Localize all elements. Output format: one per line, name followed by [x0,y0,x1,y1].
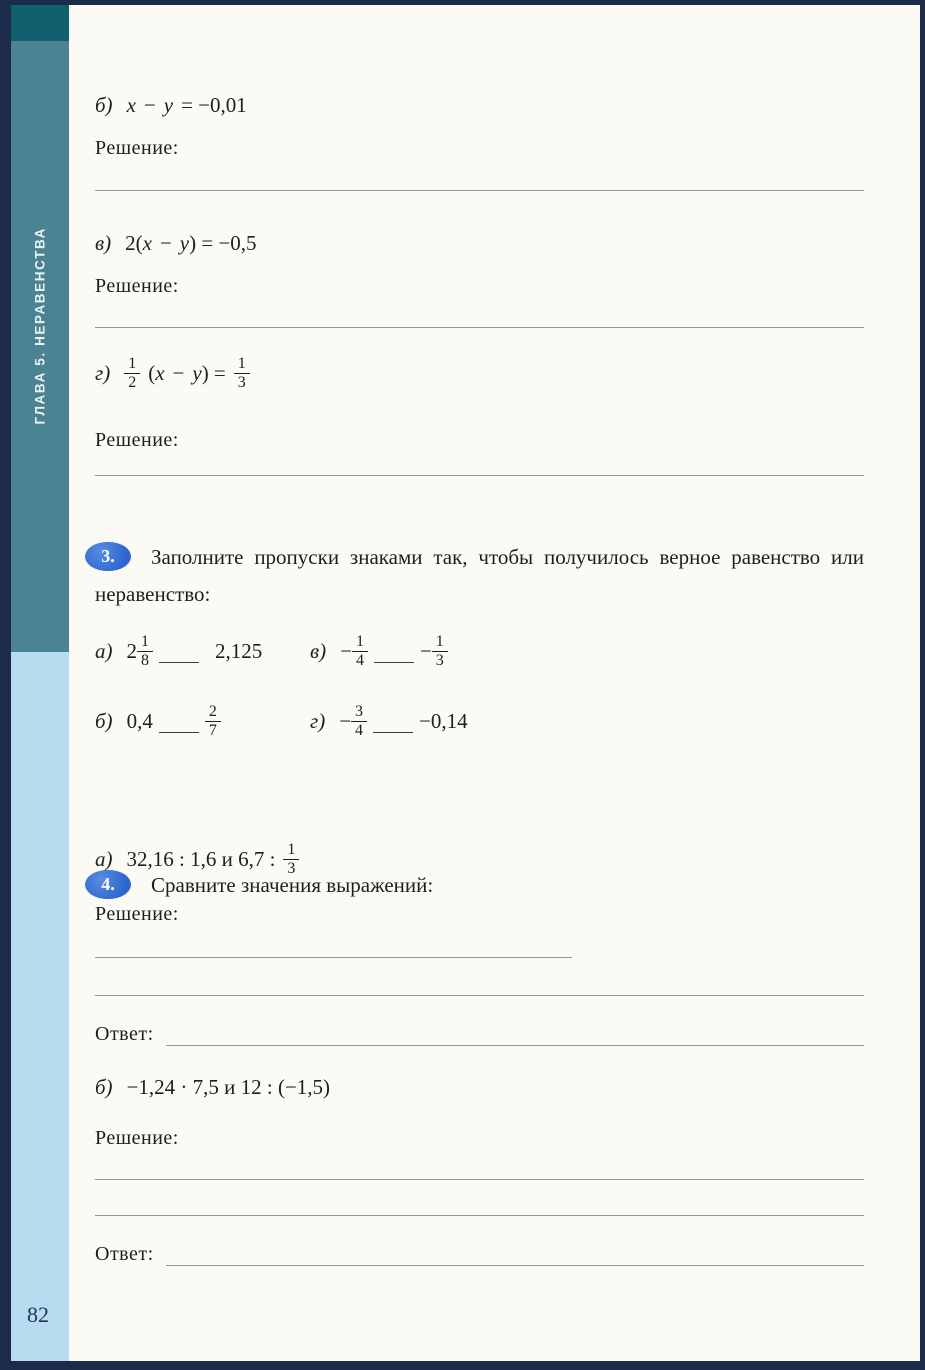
answer-line [95,995,864,996]
item-label: г) [95,361,111,386]
fraction-numerator: 1 [352,633,368,652]
fraction-denominator: 4 [355,652,364,670]
math-variable-x: x [126,93,136,117]
math-expression: 32,16 : 1,6 и 6,7 : [126,847,276,872]
item-label: б) [95,1075,113,1099]
page-number: 82 [27,1302,49,1327]
solution-label: Решение: [95,275,179,297]
fraction-numerator: 1 [124,355,140,374]
task-4-item-b [95,1075,864,1100]
exercise-item-v [95,231,864,256]
solution-label: Решение: [95,429,179,451]
math-rhs: ) = −0,5 [189,231,257,255]
math-operator: − [172,361,185,386]
item-label: в) [95,231,112,255]
minus-sign: − [339,709,352,734]
task-3 [95,539,864,613]
task-3-item-g [310,703,468,741]
fraction-numerator: 1 [234,355,250,374]
item-label: г) [310,709,326,734]
answer-line [95,190,864,191]
math-variable-x: x [142,231,152,255]
sidebar-lightblue-band [11,652,69,1361]
fraction [124,355,140,393]
solution-label: Решение: [95,903,179,925]
fraction [205,703,221,741]
math-equals: ) = [201,361,226,386]
answer-blank [159,656,199,663]
item-label: а) [95,639,113,664]
answer-blank [373,726,413,733]
fraction [352,633,368,671]
fraction-numerator: 1 [283,841,299,860]
answer-blank [159,726,199,733]
task-4-item-a [95,841,864,879]
answer-line [95,327,864,328]
answer-line [95,957,572,958]
math-expression: −1,24 · 7,5 и 12 : (−1,5) [126,1075,331,1099]
fraction-numerator: 3 [351,703,367,722]
math-operator: − [143,93,156,117]
math-variable-x: x [155,361,165,386]
answer-line [166,1262,864,1266]
answer-label: Ответ: [95,1023,154,1045]
exercise-item-b [95,93,864,118]
math-variable-y: y [179,231,190,255]
item-label: б) [95,709,113,734]
task-number-badge: 3. [85,542,131,571]
math-operator: − [159,231,172,255]
task-3-item-v [310,633,448,671]
task-3-item-a [95,633,310,671]
task-3-row-2 [95,703,864,741]
chapter-sidebar [11,5,69,1361]
fraction-denominator: 2 [128,374,137,392]
fraction-denominator: 7 [208,722,217,740]
fraction [351,703,367,741]
workbook-page [11,5,920,1361]
answer-line [95,475,864,476]
math-variable-y: y [192,361,202,386]
solution-label: Решение: [95,137,179,159]
fraction-numerator: 2 [205,703,221,722]
answer-line [95,1215,864,1216]
task-3-row-1 [95,633,864,671]
answer-label: Ответ: [95,1243,154,1265]
answer-blank [374,656,414,663]
item-label: а) [95,847,113,872]
comparison-value: 2,125 [215,639,263,664]
fraction [137,633,153,671]
page-content [95,93,864,1323]
comparison-value: −0,14 [419,709,468,734]
answer-row [95,1243,864,1266]
mixed-number-whole: 2 [126,639,137,664]
math-paren-open: ( [148,361,156,386]
task-text: Заполните пропуски знаками так, чтобы получилось верное равенство или неравенство: [95,545,864,606]
task-number-badge: 4. [85,870,131,899]
chapter-title-vertical: ГЛАВА 5. НЕРАВЕНСТВА [32,227,48,425]
math-rhs: = −0,01 [181,93,247,117]
solution-label: Решение: [95,1127,179,1149]
comparison-value: 0,4 [126,709,153,734]
fraction-denominator: 3 [237,374,246,392]
fraction [234,355,250,393]
fraction-denominator: 8 [141,652,149,670]
fraction [283,841,299,879]
fraction-denominator: 3 [435,652,444,670]
sidebar-corner-block [11,5,69,41]
fraction-numerator: 1 [432,633,448,652]
exercise-item-g [95,355,864,393]
fraction-denominator: 4 [355,722,364,740]
answer-line [95,1179,864,1180]
minus-sign: − [340,639,352,664]
item-label: в) [310,639,327,664]
fraction [432,633,448,671]
math-coefficient: 2( [125,231,143,255]
math-variable-y: y [163,93,174,117]
minus-sign: − [419,639,432,664]
fraction-denominator: 3 [287,860,296,878]
task-text: Сравните значения выражений: [151,873,434,897]
fraction-numerator: 1 [137,633,153,652]
item-label: б) [95,93,113,117]
answer-line [166,1042,864,1046]
task-3-item-b [95,703,310,741]
answer-row [95,1023,864,1046]
